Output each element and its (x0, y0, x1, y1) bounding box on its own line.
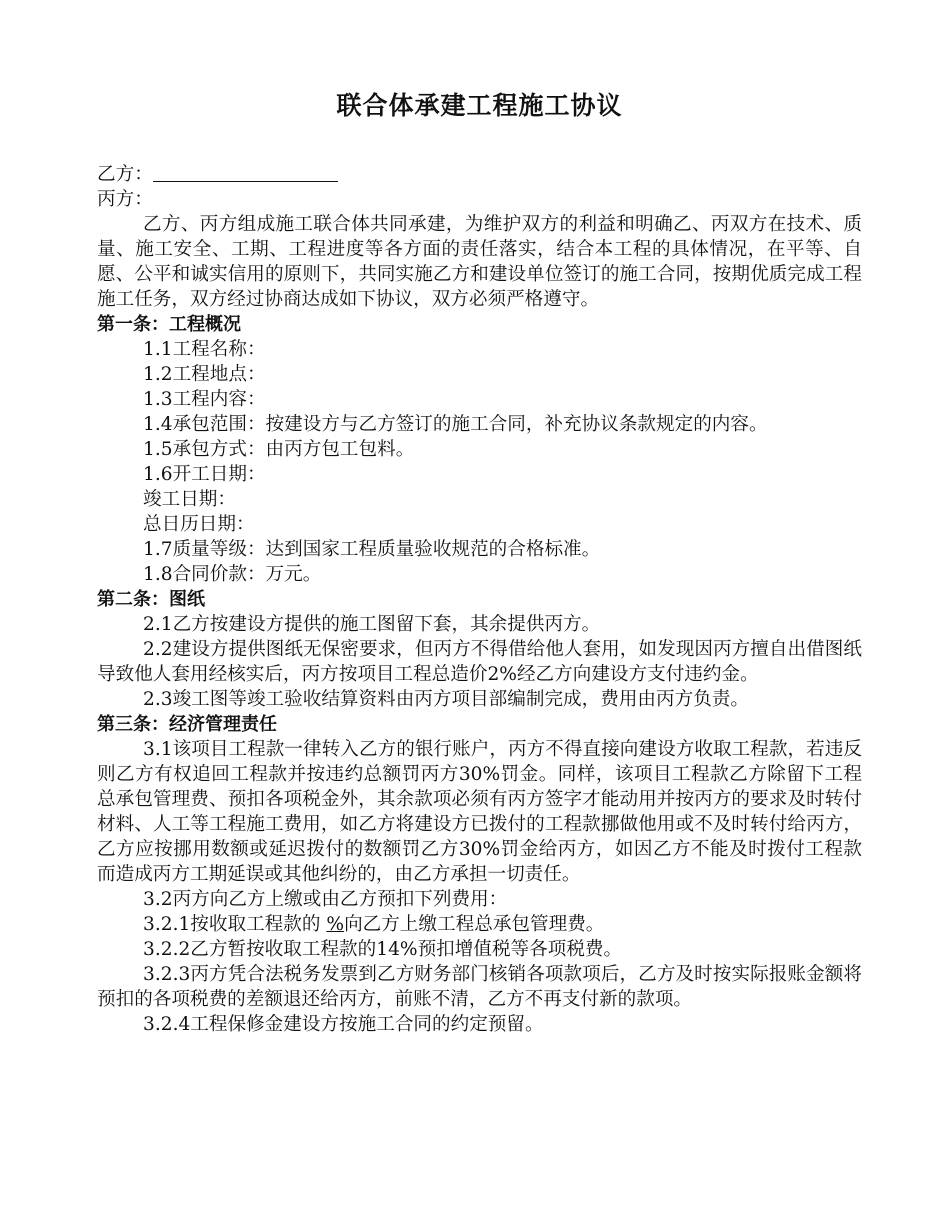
article1-item: 1.5承包方式：由丙方包工包料。 (143, 439, 415, 460)
clause-3-2-1-part-a: 3.2.1按收取工程款的 (143, 914, 327, 935)
clause-3-2-2: 3.2.2乙方暂按收取工程款的14%预扣增值税等各项税费。 (143, 939, 623, 960)
article2-item: 2.1乙方按建设方提供的施工图留下套，其余提供丙方。 (143, 614, 601, 635)
article2-heading: 第二条：图纸 (97, 589, 205, 610)
article1-item: 竣工日期： (143, 489, 236, 510)
party-b-label: 乙方： (97, 164, 153, 185)
article3-heading: 第三条：经济管理责任 (97, 714, 277, 735)
intro-paragraph: 乙方、丙方组成施工联合体共同承建，为维护双方的利益和明确乙、丙双方在技术、质量、施工安全、工期、工程进度等各方面的责任落实，结合本工程的具体情况，在平等、自愿、公平和诚实信用的原则下，共同实施乙方和建设单位签订的施工合同，按期优质完成工程施工任务，双方经过协商达成如下协议，双方必须严格遵守。 (97, 214, 862, 310)
article1-item: 1.7质量等级：达到国家工程质量验收规范的合格标准。 (143, 539, 601, 560)
article1-item: 1.2工程地点： (143, 364, 266, 385)
article1-item: 1.6开工日期： (143, 464, 266, 485)
article1-item: 1.1工程名称： (143, 339, 266, 360)
party-c-label: 丙方： (97, 189, 153, 210)
article1-item: 1.8合同价款：万元。 (143, 564, 322, 585)
clause-3-2-1-part-b: 向乙方上缴工程总承包管理费。 (344, 914, 605, 935)
clause-3-2-1 (97, 912, 862, 937)
article1-item: 1.4承包范围：按建设方与乙方签订的施工合同，补充协议条款规定的内容。 (143, 414, 768, 435)
party-b-line (97, 162, 862, 187)
article1-item: 1.3工程内容： (143, 389, 266, 410)
management-fee-percent-blank: % (326, 914, 345, 935)
clause-3-2-4: 3.2.4工程保修金建设方按施工合同的约定预留。 (143, 1014, 544, 1035)
article2-item: 2.2建设方提供图纸无保密要求，但丙方不得借给他人套用，如发现因丙方擅自出借图纸导致他人套用经核实后，丙方按项目工程总造价2%经乙方向建设方支付违约金。 (97, 639, 862, 685)
document-title: 联合体承建工程施工协议 (336, 91, 623, 120)
article1-item: 总日历日期： (143, 514, 255, 535)
article1-heading: 第一条：工程概况 (97, 314, 241, 335)
clause-3-2-3: 3.2.3丙方凭合法税务发票到乙方财务部门核销各项款项后，乙方及时按实际报账金额将预扣的各项税费的差额退还给丙方，前账不清，乙方不再支付新的款项。 (97, 964, 862, 1010)
clause-3-2: 3.2丙方向乙方上缴或由乙方预扣下列费用： (143, 889, 508, 910)
clause-3-1: 3.1该项目工程款一律转入乙方的银行账户，丙方不得直接向建设方收取工程款，若违反则乙方有权追回工程款并按违约总额罚丙方30%罚金。同样，该项目工程款乙方除留下工程总承包管理费、预扣各项税金外，其余款项必须有丙方签字才能动用并按丙方的要求及时转付材料、人工等工程施工费用，如乙方将建设方已拨付的工程款挪做他用或不及时转付给丙方，乙方应按挪用数额或延迟拨付的数额罚乙方30%罚金给丙方，如因乙方不能及时拨付工程款而造成丙方工期延误或其他纠纷的，由乙方承担一切责任。 (97, 739, 862, 885)
party-b-blank (153, 163, 338, 182)
article2-item: 2.3竣工图等竣工验收结算资料由丙方项目部编制完成，费用由丙方负责。 (143, 689, 749, 710)
